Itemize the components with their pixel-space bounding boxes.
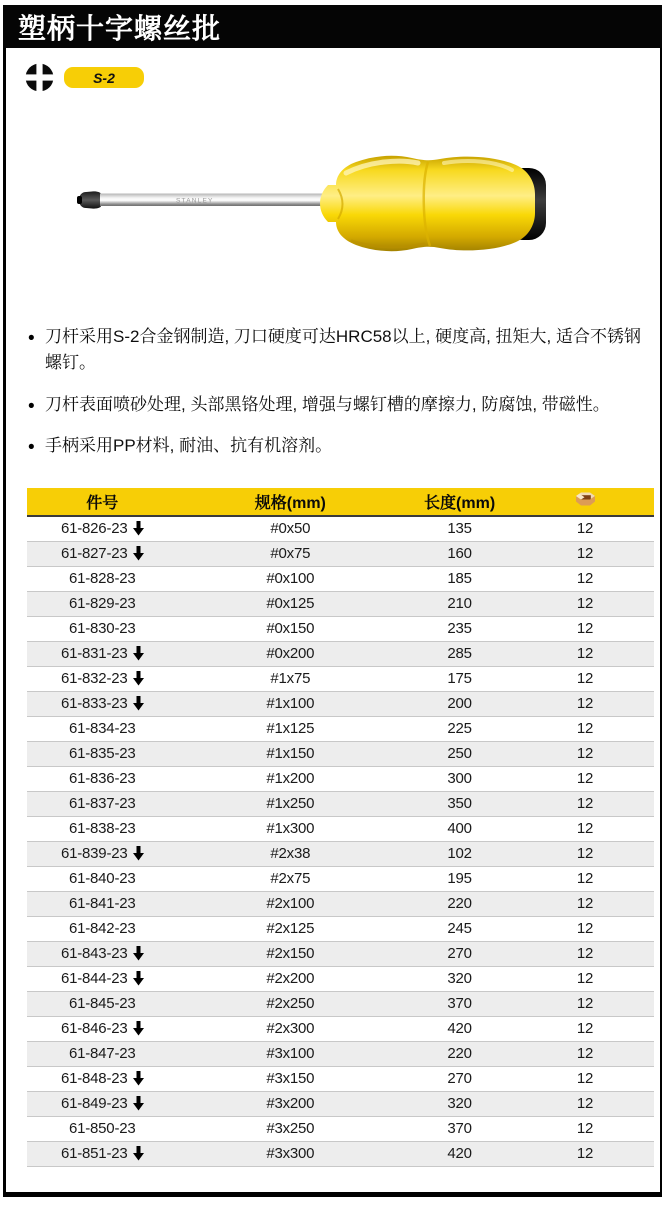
down-arrow-icon — [133, 946, 144, 961]
spec-cell: #1x150 — [177, 741, 403, 766]
part-number-cell — [27, 666, 177, 691]
part-number-cell — [27, 816, 177, 841]
part-number-cell — [27, 891, 177, 916]
part-number-cell — [27, 941, 177, 966]
col-part-number-header: 件号 — [27, 488, 177, 516]
pack-qty-cell: 12 — [516, 1041, 654, 1066]
table-row — [27, 1041, 654, 1066]
table-row — [27, 591, 654, 616]
badge-row — [25, 63, 144, 92]
spec-cell: #2x100 — [177, 891, 403, 916]
part-number: 61-848-23 — [60, 1070, 128, 1087]
pack-qty-cell: 12 — [516, 991, 654, 1016]
part-number-cell — [27, 866, 177, 891]
length-cell: 225 — [403, 716, 516, 741]
part-number: 61-826-23 — [60, 520, 128, 538]
spec-cell: #2x200 — [177, 966, 403, 991]
length-cell: 160 — [403, 541, 516, 566]
spec-cell: #0x75 — [177, 541, 403, 566]
length-cell: 370 — [403, 991, 516, 1016]
part-number: 61-835-23 — [68, 745, 136, 762]
spec-cell: #3x100 — [177, 1041, 403, 1066]
part-number: 61-836-23 — [68, 770, 136, 787]
length-cell: 420 — [403, 1141, 516, 1166]
part-number-cell — [27, 1016, 177, 1041]
table-row — [27, 966, 654, 991]
part-number-cell — [27, 1116, 177, 1141]
down-arrow-icon — [133, 971, 144, 986]
length-cell: 300 — [403, 766, 516, 791]
down-arrow-icon — [133, 546, 144, 561]
pack-qty-cell: 12 — [516, 766, 654, 791]
length-cell: 102 — [403, 841, 516, 866]
part-number-cell — [27, 1066, 177, 1091]
pack-qty-cell: 12 — [516, 966, 654, 991]
table-row — [27, 991, 654, 1016]
open-box-icon — [575, 491, 596, 507]
part-number: 61-843-23 — [60, 945, 128, 962]
part-number: 61-832-23 — [60, 670, 128, 687]
part-number: 61-849-23 — [60, 1095, 128, 1112]
part-number-cell — [27, 691, 177, 716]
part-number-cell — [27, 741, 177, 766]
pack-qty-cell: 12 — [516, 866, 654, 891]
pack-qty-cell: 12 — [516, 1141, 654, 1166]
part-number: 61-851-23 — [60, 1145, 128, 1162]
length-cell: 195 — [403, 866, 516, 891]
part-number: 61-841-23 — [68, 895, 136, 912]
steel-grade-label: S-2 — [93, 69, 115, 86]
spec-cell: #0x100 — [177, 566, 403, 591]
table-row — [27, 1141, 654, 1166]
pack-qty-cell: 12 — [516, 816, 654, 841]
spec-cell: #0x50 — [270, 520, 311, 538]
col-pack-qty-header — [516, 488, 654, 516]
content-frame — [3, 48, 662, 1197]
pack-qty-cell: 12 — [516, 541, 654, 566]
down-arrow-icon — [133, 696, 144, 711]
down-arrow-icon — [133, 671, 144, 686]
length-cell: 245 — [403, 916, 516, 941]
spec-cell: #3x150 — [177, 1066, 403, 1091]
length-cell: 210 — [403, 591, 516, 616]
spec-cell: #2x125 — [177, 916, 403, 941]
spec-cell: #2x38 — [177, 841, 403, 866]
down-arrow-icon — [133, 646, 144, 661]
pack-qty-cell: 12 — [516, 941, 654, 966]
spec-cell: #1x125 — [177, 716, 403, 741]
part-number: 61-837-23 — [68, 795, 136, 812]
table-row — [27, 1091, 654, 1116]
part-number-cell — [27, 541, 177, 566]
pack-qty-cell: 12 — [516, 1091, 654, 1116]
table-row — [27, 666, 654, 691]
length-cell: 320 — [403, 966, 516, 991]
part-number: 61-833-23 — [60, 695, 128, 712]
length-cell: 220 — [403, 891, 516, 916]
length-cell: 285 — [403, 641, 516, 666]
part-number-cell — [27, 1041, 177, 1066]
table-row — [27, 866, 654, 891]
pack-qty-cell: 12 — [516, 616, 654, 641]
screwdriver-shaft — [100, 194, 328, 207]
part-number-cell — [27, 841, 177, 866]
part-number: 61-846-23 — [60, 1020, 128, 1037]
table-row — [27, 541, 654, 566]
down-arrow-icon — [133, 1096, 144, 1111]
length-cell: 350 — [403, 791, 516, 816]
part-number: 61-844-23 — [60, 970, 128, 987]
pack-qty-cell: 12 — [516, 716, 654, 741]
table-row — [27, 791, 654, 816]
feature-list — [28, 324, 648, 474]
product-image — [76, 151, 548, 259]
table-row — [27, 816, 654, 841]
length-cell: 370 — [403, 1116, 516, 1141]
part-number-cell — [27, 991, 177, 1016]
spec-cell: #3x200 — [177, 1091, 403, 1116]
length-cell: 200 — [403, 691, 516, 716]
col-spec-header: 规格(mm) — [177, 488, 403, 516]
table-row — [27, 1066, 654, 1091]
feature-item: • 手柄采用PP材料, 耐油、抗有机溶剂。 — [28, 433, 648, 459]
spec-cell: #1x75 — [177, 666, 403, 691]
length-cell: 185 — [403, 566, 516, 591]
length-cell: 220 — [403, 1041, 516, 1066]
phillips-bit-icon — [25, 63, 54, 92]
down-arrow-icon — [133, 521, 144, 536]
length-cell: 320 — [403, 1091, 516, 1116]
pack-qty-cell: 12 — [516, 891, 654, 916]
part-number: 61-840-23 — [68, 870, 136, 887]
spec-table-header — [27, 488, 654, 516]
part-number-cell — [27, 1091, 177, 1116]
part-number-cell — [27, 616, 177, 641]
part-number-cell — [27, 916, 177, 941]
pack-qty-cell: 12 — [516, 1116, 654, 1141]
table-row — [27, 516, 654, 541]
part-number: 61-850-23 — [68, 1120, 136, 1137]
pack-qty-cell: 12 — [516, 691, 654, 716]
table-row — [27, 766, 654, 791]
length-cell: 270 — [403, 1066, 516, 1091]
pack-qty-cell: 12 — [516, 666, 654, 691]
part-number-cell — [27, 516, 177, 541]
part-number: 61-834-23 — [68, 720, 136, 737]
table-row — [27, 941, 654, 966]
table-row — [27, 566, 654, 591]
feature-item: • 刀杆表面喷砂处理, 头部黑铬处理, 增强与螺钉槽的摩擦力, 防腐蚀, 带磁性。 — [28, 392, 648, 418]
pack-qty-cell: 12 — [516, 641, 654, 666]
table-row — [27, 841, 654, 866]
part-number-cell — [27, 716, 177, 741]
spec-cell: #3x300 — [177, 1141, 403, 1166]
part-number: 61-830-23 — [68, 620, 136, 637]
part-number: 61-829-23 — [68, 595, 136, 612]
spec-cell: #1x200 — [177, 766, 403, 791]
length-cell: 400 — [403, 816, 516, 841]
spec-cell: #2x300 — [177, 1016, 403, 1041]
steel-grade-badge — [64, 67, 144, 88]
pack-qty-cell: 12 — [516, 1066, 654, 1091]
down-arrow-icon — [133, 1021, 144, 1036]
table-row — [27, 1016, 654, 1041]
spec-cell: #1x250 — [177, 791, 403, 816]
pack-qty-cell: 12 — [516, 741, 654, 766]
length-cell: 270 — [403, 941, 516, 966]
part-number: 61-831-23 — [60, 645, 128, 662]
part-number: 61-845-23 — [68, 995, 136, 1012]
pack-qty-cell: 12 — [516, 841, 654, 866]
part-number-cell — [27, 566, 177, 591]
page-title-bar — [3, 5, 662, 48]
table-row — [27, 891, 654, 916]
table-row — [27, 641, 654, 666]
part-number-cell — [27, 641, 177, 666]
part-number-cell — [27, 966, 177, 991]
spec-table — [27, 488, 654, 1167]
part-number: 61-827-23 — [60, 545, 128, 562]
table-row — [27, 616, 654, 641]
down-arrow-icon — [133, 1146, 144, 1161]
spec-cell: #0x200 — [177, 641, 403, 666]
spec-table-body — [27, 516, 654, 1166]
pack-qty-cell: 12 — [516, 791, 654, 816]
table-row — [27, 741, 654, 766]
col-length-header: 长度(mm) — [403, 488, 516, 516]
part-number-cell — [27, 766, 177, 791]
spec-cell: #2x250 — [177, 991, 403, 1016]
part-number: 61-838-23 — [68, 820, 136, 837]
part-number-cell — [27, 791, 177, 816]
screwdriver-tip — [79, 191, 101, 208]
length-cell: 135 — [447, 520, 472, 538]
part-number: 61-847-23 — [68, 1045, 136, 1062]
spec-cell: #2x75 — [177, 866, 403, 891]
feature-item: • 刀杆采用S-2合金钢制造, 刀口硬度可达HRC58以上, 硬度高, 扭矩大, 适合不锈钢螺钉。 — [28, 324, 648, 377]
pack-qty-cell: 12 — [516, 1016, 654, 1041]
part-number-cell — [27, 1141, 177, 1166]
pack-qty-cell: 12 — [516, 566, 654, 591]
part-number: 61-842-23 — [68, 920, 136, 937]
shaft-brand-text: STANLEY — [176, 197, 214, 205]
down-arrow-icon — [133, 846, 144, 861]
length-cell: 175 — [403, 666, 516, 691]
spec-cell: #1x100 — [177, 691, 403, 716]
part-number-cell — [27, 591, 177, 616]
spec-cell: #3x250 — [177, 1116, 403, 1141]
spec-cell: #0x125 — [177, 591, 403, 616]
part-number: 61-839-23 — [60, 845, 128, 862]
length-cell: 235 — [403, 616, 516, 641]
length-cell: 250 — [403, 741, 516, 766]
length-cell: 420 — [403, 1016, 516, 1041]
pack-qty-cell: 12 — [516, 591, 654, 616]
page-title: 塑柄十字螺丝批 — [18, 12, 222, 44]
down-arrow-icon — [133, 1071, 144, 1086]
pack-qty-cell: 12 — [576, 520, 594, 538]
part-number: 61-828-23 — [68, 570, 136, 587]
pack-qty-cell: 12 — [516, 916, 654, 941]
table-row — [27, 716, 654, 741]
spec-cell: #2x150 — [177, 941, 403, 966]
spec-cell: #1x300 — [177, 816, 403, 841]
table-row — [27, 691, 654, 716]
table-row — [27, 1116, 654, 1141]
table-row — [27, 916, 654, 941]
spec-cell: #0x150 — [177, 616, 403, 641]
